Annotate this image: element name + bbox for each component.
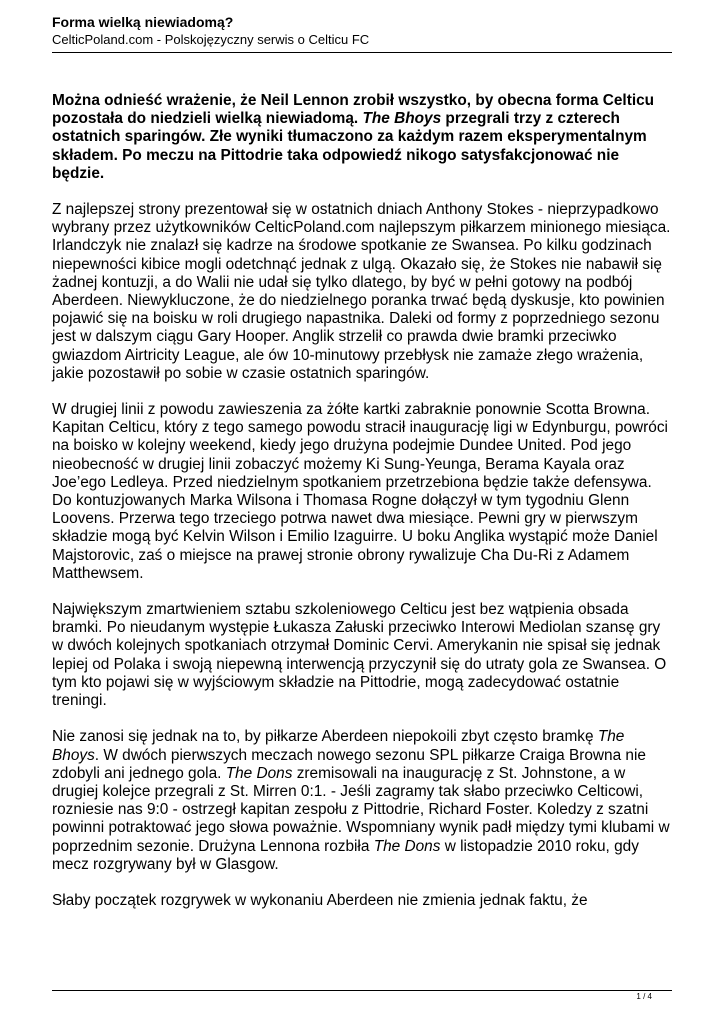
paragraph-3: Największym zmartwieniem sztabu szkoleniowego Celticu jest bez wątpienia obsada bramki. Po nieudanym występie Łukasza Załuski przeciwko Interowi Mediolan szansę gry w dwóch kolejnych spotkaniach otrzymał Dominic Cervi. Amerykanin nie spisał się jednak lepiej od Polaka i swoją niepewną interwencją przyczynił się do utraty gola ze Swansea. O tym kto pojawi się w wyjściowym składzie na Pittodrie, mogą zadecydować ostatnie treningi.: [52, 601, 667, 710]
p4-text-4: w listopadzie 2010 roku, gdy mecz rozgrywany był w Glasgow.: [52, 837, 639, 873]
lead-text-1: Można odnieść wrażenie, że Neil Lennon zrobił wszystko, by obecna forma Celticu pozostała do niedzieli wielką niewiadomą.: [52, 92, 655, 128]
lead-paragraph: [52, 92, 672, 183]
p4-text-3: zremisowali na inaugurację z St. Johnstone, a w drugiej kolejce przegrali z St. Mirren 0:1. - Jeśli zagramy tak słabo przeciwko Celticowi, rozniesie nas 9:0 - ostrzegł kapitan zespołu z Pittodrie, Richard Foster. Koledzy z szatni powinni potraktować jego słowa poważnie. Wspomniany wynik padł między tymi klubami w poprzednim sezonie. Drużyna Lennona rozbiła: [52, 764, 670, 855]
page-number: 1 / 4: [636, 992, 652, 1001]
article-body: [52, 92, 672, 928]
paragraph-4: [52, 728, 672, 874]
paragraph-5: Słaby początek rozgrywek w wykonaniu Aberdeen nie zmienia jednak faktu, że: [52, 891, 588, 909]
document-title: Forma wielką niewiadomą?: [52, 14, 234, 30]
p4-italic-1: The Bhoys: [52, 728, 625, 764]
paragraph-1: Z najlepszej strony prezentował się w ostatnich dniach Anthony Stokes - nieprzypadkowo wybrany przez użytkowników CelticPoland.com najlepszym piłkarzem minionego miesiąca. Irlandczyk nie znalazł się kadrze na środowe spotkanie ze Swansea. Po kilku godzinach niepewności kibice mogli odetchnąć jednak z ulgą. Okazało się, że Stokes nie nabawił się żadnej kontuzji, a do Walii nie udał się tylko dlatego, by być w pełni gotowy na podbój Aberdeen. Niewykluczone, że do niedzielnego poranka trwać będą dyskusje, kto powinien pojawić się na boisku w roli drugiego napastnika. Daleki od formy z poprzedniego sezonu jest w dalszym ciągu Gary Hooper. Anglik strzelił co prawda dwie bramki przeciwko gwiazdom Airtricity League, ale ów 10-minutowy przebłysk nie zamaże złego wrażenia, jakie pozostawił po sobie w czasie ostatnich sparingów.: [52, 201, 671, 382]
paragraph-2: W drugiej linii z powodu zawieszenia za żółte kartki zabraknie ponownie Scotta Browna. Kapitan Celticu, który z tego samego powodu stracił inaugurację ligi w Edynburgu, powróci na boisko w kolejny weekend, kiedy jego drużyna podejmie Dundee United. Pod jego nieobecność w drugiej linii zobaczyć możemy Ki Sung-Yeunga, Berama Kayala oraz Joe’ego Ledleya. Przed niedzielnym spotkaniem przetrzebiona będzie także defensywa. Do kontuzjowanych Marka Wilsona i Thomasa Rogne dołączył w tym tygodniu Glenn Loovens. Przerwa tego trzeciego potrwa nawet dwa miesiące. Pewni gry w pierwszym składzie mogą być Kelvin Wilson i Emilio Izaguirre. U boku Anglika wystąpić może Daniel Majstorovic, zaś o miejsce na prawej stronie obrony rywalizuje Cha Du-Ri z Adamem Matthewsem.: [52, 401, 668, 582]
lead-text-2: przegrali trzy z czterech ostatnich sparingów. Złe wyniki tłumaczono za każdym razem eksperymentalnym składem. Po meczu na Pittodrie taka odpowiedź nikogo satysfakcjonować nie będzie.: [52, 110, 647, 182]
p4-italic-3: The Dons: [373, 837, 441, 855]
header-divider: [52, 52, 672, 53]
p4-text-2: . W dwóch pierwszych meczach nowego sezonu SPL piłkarze Craiga Browna nie zdobyli ani jednego gola.: [52, 746, 646, 782]
lead-italic: The Bhoys: [362, 110, 442, 128]
footer-divider: [52, 990, 672, 991]
site-subtitle: CelticPoland.com - Polskojęzyczny serwis o Celticu FC: [52, 32, 370, 47]
p4-italic-2: The Dons: [225, 764, 293, 782]
p4-text-1: Nie zanosi się jednak na to, by piłkarze Aberdeen niepokoili zbyt często bramkę: [52, 728, 598, 746]
page-header: [52, 14, 672, 48]
